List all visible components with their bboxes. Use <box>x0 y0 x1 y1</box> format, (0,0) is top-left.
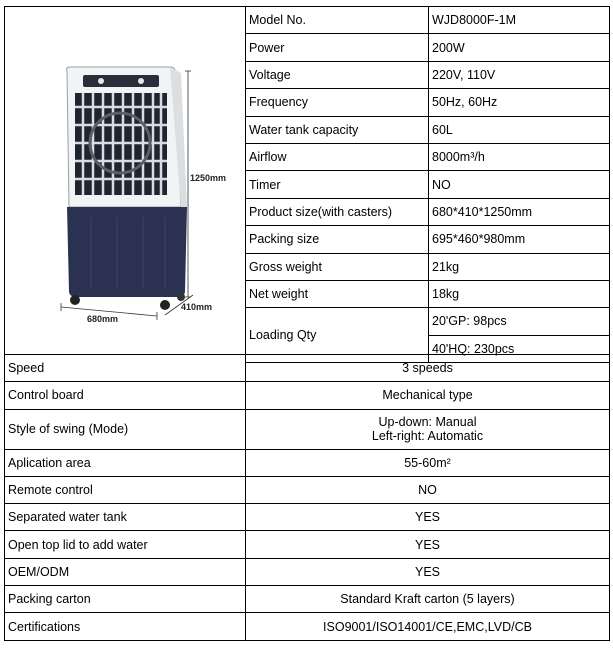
spec-label-loading: Loading Qty <box>246 308 429 363</box>
table-row <box>5 409 610 449</box>
product-image-cell <box>4 6 245 355</box>
spec-value-gross-weight: 21kg <box>429 253 610 280</box>
spec-label-packing-size: Packing size <box>246 226 429 253</box>
feature-value-carton: Standard Kraft carton (5 layers) <box>246 586 610 613</box>
feature-label-swing: Style of swing (Mode) <box>5 409 246 449</box>
spec-sheet <box>4 6 610 641</box>
table-row <box>246 143 610 170</box>
feature-value-control-board: Mechanical type <box>246 382 610 409</box>
spec-label-product-size: Product size(with casters) <box>246 198 429 225</box>
spec-value-loading-20gp: 20'GP: 98pcs <box>429 308 610 335</box>
spec-label-model: Model No. <box>246 7 429 34</box>
spec-label-net-weight: Net weight <box>246 280 429 307</box>
spec-value-power: 200W <box>429 34 610 61</box>
depth-label: 410mm <box>181 302 213 312</box>
table-row <box>246 226 610 253</box>
top-section <box>4 6 610 355</box>
caster-front-left <box>70 295 80 305</box>
features-table <box>4 354 610 641</box>
table-row <box>246 198 610 225</box>
table-row <box>246 253 610 280</box>
table-row <box>5 613 610 640</box>
table-row <box>246 308 610 335</box>
height-label: 1250mm <box>190 173 227 183</box>
spec-value-timer: NO <box>429 171 610 198</box>
control-panel <box>83 75 159 87</box>
spec-value-packing-size: 695*460*980mm <box>429 226 610 253</box>
feature-value-speed: 3 speeds <box>246 355 610 382</box>
spec-value-model: WJD8000F-1M <box>429 7 610 34</box>
spec-label-airflow: Airflow <box>246 143 429 170</box>
feature-value-area: 55-60m² <box>246 449 610 476</box>
table-row <box>5 449 610 476</box>
width-label: 680mm <box>87 314 119 324</box>
table-row <box>5 355 610 382</box>
feature-label-certifications: Certifications <box>5 613 246 640</box>
table-row <box>5 558 610 585</box>
feature-label-carton: Packing carton <box>5 586 246 613</box>
swing-line-leftright: Left-right: Automatic <box>371 429 484 444</box>
feature-label-area: Aplication area <box>5 449 246 476</box>
spec-value-product-size: 680*410*1250mm <box>429 198 610 225</box>
spec-value-net-weight: 18kg <box>429 280 610 307</box>
water-tank <box>67 207 187 297</box>
table-row <box>5 504 610 531</box>
feature-label-remote: Remote control <box>5 476 246 503</box>
control-knob-right <box>138 78 144 84</box>
spec-label-gross-weight: Gross weight <box>246 253 429 280</box>
spec-value-tank: 60L <box>429 116 610 143</box>
caster-rear <box>177 293 185 301</box>
table-row <box>246 171 610 198</box>
feature-value-top-lid: YES <box>246 531 610 558</box>
feature-label-control-board: Control board <box>5 382 246 409</box>
feature-value-oem: YES <box>246 558 610 585</box>
swing-line-updown: Up-down: Manual <box>378 415 477 430</box>
feature-value-certifications: ISO9001/ISO14001/CE,EMC,LVD/CB <box>246 613 610 640</box>
spec-value-voltage: 220V, 110V <box>429 61 610 88</box>
table-row <box>246 61 610 88</box>
spec-label-timer: Timer <box>246 171 429 198</box>
feature-label-top-lid: Open top lid to add water <box>5 531 246 558</box>
spec-value-airflow: 8000m³/h <box>429 143 610 170</box>
spec-label-power: Power <box>246 34 429 61</box>
spec-label-voltage: Voltage <box>246 61 429 88</box>
spec-label-tank: Water tank capacity <box>246 116 429 143</box>
feature-value-remote: NO <box>246 476 610 503</box>
feature-label-speed: Speed <box>5 355 246 382</box>
table-row <box>5 382 610 409</box>
table-row <box>246 280 610 307</box>
feature-label-separated-tank: Separated water tank <box>5 504 246 531</box>
table-row <box>5 531 610 558</box>
control-knob-left <box>98 78 104 84</box>
table-row <box>246 34 610 61</box>
feature-label-oem: OEM/ODM <box>5 558 246 585</box>
table-row <box>5 476 610 503</box>
caster-front-right <box>160 300 170 310</box>
air-cooler-illustration <box>5 7 245 354</box>
feature-value-separated-tank: YES <box>246 504 610 531</box>
table-row <box>246 7 610 34</box>
spec-value-loading-40hq: 40'HQ: 230pcs <box>429 335 610 362</box>
table-row <box>246 89 610 116</box>
spec-table <box>245 6 610 363</box>
table-row <box>246 116 610 143</box>
feature-value-swing <box>246 409 610 449</box>
table-row <box>5 586 610 613</box>
spec-label-frequency: Frequency <box>246 89 429 116</box>
spec-value-frequency: 50Hz, 60Hz <box>429 89 610 116</box>
